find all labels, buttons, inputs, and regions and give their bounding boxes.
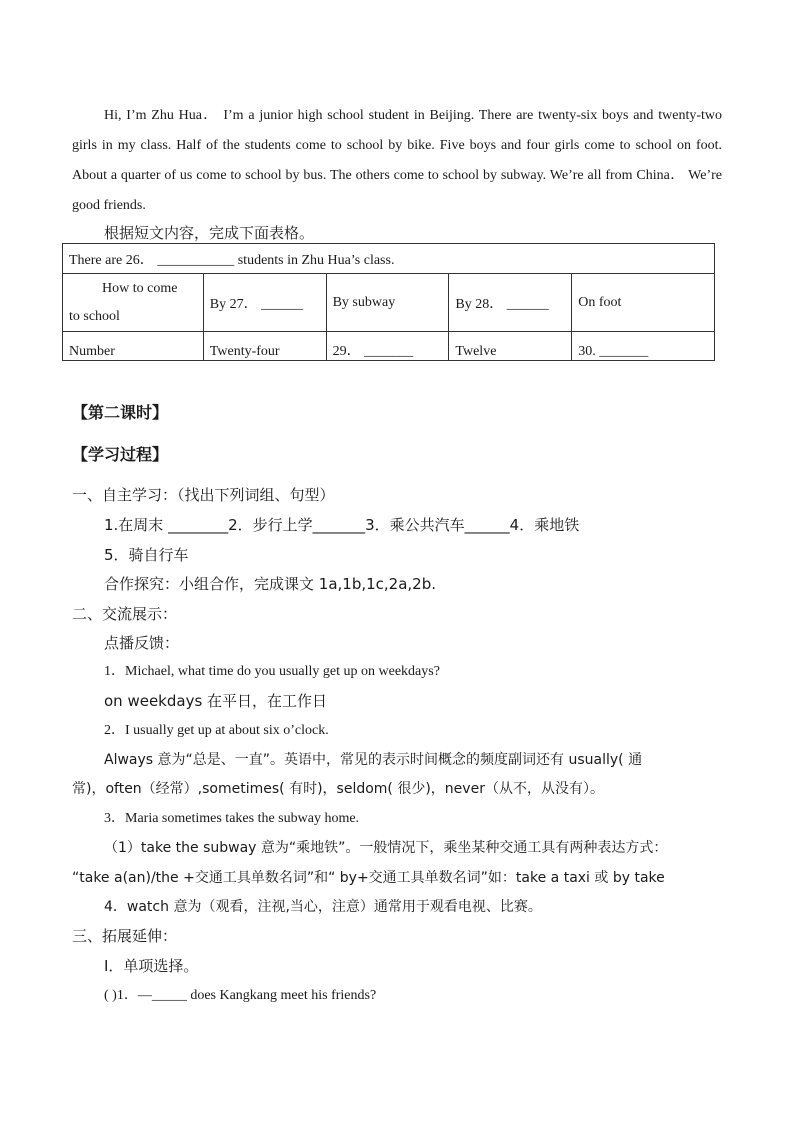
line-extension: 三、拓展延伸：: [72, 927, 178, 945]
table-row: [63, 332, 715, 361]
number-cell: Number: [63, 332, 204, 361]
line-adverbs: 常)，often（经常）,sometimes( 有时)，seldom( 很少)，never（从不，从没有）。: [72, 781, 604, 797]
by27-cell: By 27． ______: [203, 274, 326, 332]
on-foot-cell: On foot: [572, 274, 715, 332]
line-maria: 3．Maria sometimes takes the subway home.: [104, 811, 360, 826]
twenty-four-cell: Twenty-four: [203, 332, 326, 361]
table-row: [63, 274, 715, 332]
line-feedback: 点播反馈：: [104, 634, 180, 652]
line-take-subway: （1）take the subway 意为“乘地铁”。一般情况下，乘坐某种交通工具有两种表达方式：: [104, 840, 668, 856]
reading-passage: Hi, I’m Zhu Hua． I’m a junior high school student in Beijing. There are twenty-six boys and twenty-two girls in my class. Half of the students come to school by bike. Five boys and four girls come to school on foot. About a quarter of us come to school by bus. The others come to school by subway. We’re all from China． We’re good friends.: [72, 108, 722, 213]
table-row: [63, 244, 715, 274]
students-count-cell: There are 26． ___________ students in Zhu Hua’s class.: [63, 244, 715, 274]
line-question1: ( )1．—_____ does Kangkang meet his friends?: [104, 988, 377, 1003]
line-cooperate: 合作探究：小组合作，完成课文 1a,1b,1c,2a,2b.: [104, 575, 437, 593]
section-lesson2-heading: 【第二课时】: [72, 403, 169, 422]
how-to-come-line1: How to come: [102, 280, 178, 296]
table-instruction: 根据短文内容，完成下面表格。: [104, 224, 315, 242]
twelve-cell: Twelve: [449, 332, 572, 361]
line-exchange: 二、交流展示：: [72, 605, 178, 623]
by28-cell: By 28． ______: [449, 274, 572, 332]
blank30-cell: 30. _______: [572, 332, 715, 361]
line-self-study: 一、自主学习：（找出下列词组、句型）: [72, 486, 335, 504]
line-michael: 1．Michael, what time do you usually get up on weekdays?: [104, 664, 440, 679]
line-always: Always 意为“总是、一直”。英语中，常见的表示时间概念的频度副词还有 usually( 通: [104, 752, 643, 768]
info-table: [62, 243, 715, 361]
line-get-up: 2．I usually get up at about six o’clock.: [104, 723, 329, 738]
line-watch: 4．watch 意为（观看，注视,当心，注意）通常用于观看电视、比赛。: [104, 899, 542, 915]
section-process-heading: 【学习过程】: [72, 445, 169, 464]
line-phrase5: 5．骑自行车: [104, 546, 189, 564]
blank29-cell: 29． _______: [326, 332, 449, 361]
by-subway-cell: By subway: [326, 274, 449, 332]
how-to-come-line2: to school: [69, 308, 120, 324]
line-single-choice: Ⅰ．单项选择。: [104, 957, 199, 975]
line-phrases: 1.在周末 ________2．步行上学_______3．乘公共汽车______4．乘地铁: [104, 516, 580, 534]
line-weekdays: on weekdays 在平日，在工作日: [104, 692, 328, 710]
how-to-come-cell: [63, 274, 204, 332]
line-expressions: “take a(an)/the +交通工具单数名词”和“ by+交通工具单数名词”如：take a taxi 或 by take: [72, 870, 665, 886]
